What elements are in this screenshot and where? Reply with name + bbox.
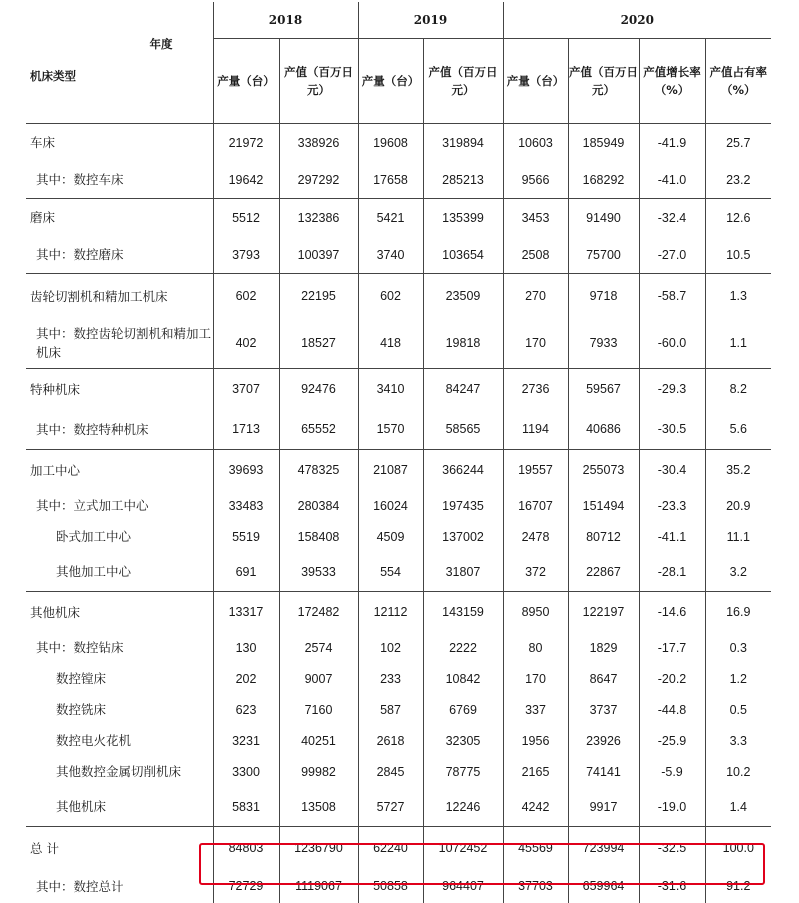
cell-value: 13508	[279, 787, 358, 827]
cell-value: 0.3	[705, 632, 771, 663]
cell-value: 0.5	[705, 694, 771, 725]
corner-year-label: 年度	[150, 36, 173, 52]
cell-value: 2165	[503, 756, 568, 787]
cell-value: 99982	[279, 756, 358, 787]
table-row	[26, 756, 771, 787]
cell-value: 65552	[279, 409, 358, 450]
cell-value: 1.3	[705, 274, 771, 319]
cell-value: 45569	[503, 827, 568, 870]
cell-value: 1.2	[705, 663, 771, 694]
cell-value: -41.9	[639, 124, 705, 162]
cell-value: 297292	[279, 161, 358, 199]
cell-value: 418	[358, 318, 423, 369]
row-label: 数控铣床	[26, 694, 213, 725]
cell-value: 10.5	[705, 236, 771, 274]
cell-value: 31807	[423, 552, 503, 592]
cell-value: 2478	[503, 521, 568, 552]
cell-value: 37703	[503, 869, 568, 903]
row-label: 其中：数控特种机床	[26, 409, 213, 450]
table-body	[26, 124, 771, 903]
table-row	[26, 199, 771, 237]
cell-value: -23.3	[639, 490, 705, 521]
cell-value: 3740	[358, 236, 423, 274]
cell-value: 7933	[568, 318, 639, 369]
cell-value: 158408	[279, 521, 358, 552]
table-row	[26, 124, 771, 162]
row-label: 数控镗床	[26, 663, 213, 694]
cell-value: 40251	[279, 725, 358, 756]
year-2020: 2020	[503, 2, 771, 39]
cell-value: 6769	[423, 694, 503, 725]
cell-value: 5.6	[705, 409, 771, 450]
cell-value: -17.7	[639, 632, 705, 663]
cell-value: 122197	[568, 592, 639, 633]
cell-value: 12.6	[705, 199, 771, 237]
table-row	[26, 592, 771, 633]
row-label: 其中：数控齿轮切割机和精加工机床	[26, 318, 213, 369]
cell-value: 12246	[423, 787, 503, 827]
cell-value: -58.7	[639, 274, 705, 319]
cell-value: 602	[358, 274, 423, 319]
table-row	[26, 663, 771, 694]
cell-value: 554	[358, 552, 423, 592]
cell-value: 33483	[213, 490, 279, 521]
cell-value: 137002	[423, 521, 503, 552]
row-label: 其他机床	[26, 787, 213, 827]
cell-value: 17658	[358, 161, 423, 199]
table-row	[26, 725, 771, 756]
cell-value: 5519	[213, 521, 279, 552]
row-label: 其中：数控磨床	[26, 236, 213, 274]
cell-value: 2508	[503, 236, 568, 274]
cell-value: 3.3	[705, 725, 771, 756]
cell-value: 19818	[423, 318, 503, 369]
cell-value: 7160	[279, 694, 358, 725]
table-row	[26, 318, 771, 369]
cell-value: 8950	[503, 592, 568, 633]
cell-value: 22867	[568, 552, 639, 592]
cell-value: 11.1	[705, 521, 771, 552]
col-qty-2018: 产量（台）	[213, 39, 279, 124]
cell-value: 16707	[503, 490, 568, 521]
table-row	[26, 450, 771, 491]
cell-value: 3231	[213, 725, 279, 756]
cell-value: 170	[503, 318, 568, 369]
col-value-2020: 产值（百万日元）	[568, 39, 639, 124]
cell-value: 319894	[423, 124, 503, 162]
cell-value: 12112	[358, 592, 423, 633]
row-label: 其他加工中心	[26, 552, 213, 592]
cell-value: 1570	[358, 409, 423, 450]
cell-value: 22195	[279, 274, 358, 319]
cell-value: 168292	[568, 161, 639, 199]
cell-value: 9566	[503, 161, 568, 199]
table-row	[26, 787, 771, 827]
cell-value: 3707	[213, 369, 279, 410]
cell-value: 74141	[568, 756, 639, 787]
cell-value: 16024	[358, 490, 423, 521]
cell-value: 2845	[358, 756, 423, 787]
cell-value: 9718	[568, 274, 639, 319]
cell-value: 80	[503, 632, 568, 663]
cell-value: 132386	[279, 199, 358, 237]
row-label: 卧式加工中心	[26, 521, 213, 552]
year-2018: 2018	[213, 2, 358, 39]
cell-value: 5727	[358, 787, 423, 827]
cell-value: 185949	[568, 124, 639, 162]
cell-value: -29.3	[639, 369, 705, 410]
cell-value: -60.0	[639, 318, 705, 369]
cell-value: 92476	[279, 369, 358, 410]
cell-value: 1194	[503, 409, 568, 450]
cell-value: -32.4	[639, 199, 705, 237]
row-label: 加工中心	[26, 450, 213, 491]
cell-value: 285213	[423, 161, 503, 199]
cell-value: 1829	[568, 632, 639, 663]
cell-value: 21972	[213, 124, 279, 162]
cell-value: 270	[503, 274, 568, 319]
col-value-2018: 产值（百万日元）	[279, 39, 358, 124]
cell-value: 1236790	[279, 827, 358, 870]
cell-value: 9007	[279, 663, 358, 694]
cell-value: 50858	[358, 869, 423, 903]
cell-value: 233	[358, 663, 423, 694]
cell-value: 197435	[423, 490, 503, 521]
table-row	[26, 869, 771, 903]
cell-value: 143159	[423, 592, 503, 633]
cell-value: -25.9	[639, 725, 705, 756]
cell-value: 23926	[568, 725, 639, 756]
cell-value: 151494	[568, 490, 639, 521]
cell-value: 3793	[213, 236, 279, 274]
cell-value: -5.9	[639, 756, 705, 787]
col-value-2019: 产值（百万日元）	[423, 39, 503, 124]
table-row	[26, 161, 771, 199]
corner-header	[26, 2, 213, 124]
row-label: 其他数控金属切削机床	[26, 756, 213, 787]
cell-value: 659964	[568, 869, 639, 903]
cell-value: 10842	[423, 663, 503, 694]
cell-value: 84803	[213, 827, 279, 870]
cell-value: 4242	[503, 787, 568, 827]
cell-value: 19642	[213, 161, 279, 199]
row-label: 特种机床	[26, 369, 213, 410]
cell-value: -14.6	[639, 592, 705, 633]
cell-value: -41.0	[639, 161, 705, 199]
cell-value: 402	[213, 318, 279, 369]
cell-value: 337	[503, 694, 568, 725]
row-label: 总 计	[26, 827, 213, 870]
table-row	[26, 827, 771, 870]
cell-value: 602	[213, 274, 279, 319]
machine-tool-table	[26, 2, 771, 903]
table-row	[26, 552, 771, 592]
cell-value: 170	[503, 663, 568, 694]
row-label: 其他机床	[26, 592, 213, 633]
row-label: 其中：数控车床	[26, 161, 213, 199]
cell-value: 62240	[358, 827, 423, 870]
col-share-2020: 产值占有率（%）	[705, 39, 771, 124]
table-row	[26, 236, 771, 274]
cell-value: 25.7	[705, 124, 771, 162]
cell-value: 103654	[423, 236, 503, 274]
cell-value: 5512	[213, 199, 279, 237]
cell-value: 40686	[568, 409, 639, 450]
cell-value: 202	[213, 663, 279, 694]
corner-type-label: 机床类型	[30, 68, 76, 84]
col-qty-2019: 产量（台）	[358, 39, 423, 124]
cell-value: 32305	[423, 725, 503, 756]
cell-value: 3410	[358, 369, 423, 410]
cell-value: -32.5	[639, 827, 705, 870]
cell-value: 23509	[423, 274, 503, 319]
cell-value: 2618	[358, 725, 423, 756]
cell-value: 1072452	[423, 827, 503, 870]
cell-value: 5831	[213, 787, 279, 827]
row-label: 其中：数控总计	[26, 869, 213, 903]
cell-value: 91490	[568, 199, 639, 237]
cell-value: 19608	[358, 124, 423, 162]
cell-value: 13317	[213, 592, 279, 633]
cell-value: 964407	[423, 869, 503, 903]
cell-value: 1713	[213, 409, 279, 450]
cell-value: -27.0	[639, 236, 705, 274]
cell-value: -30.4	[639, 450, 705, 491]
table-row	[26, 369, 771, 410]
year-2019: 2019	[358, 2, 503, 39]
cell-value: 58565	[423, 409, 503, 450]
cell-value: 91.2	[705, 869, 771, 903]
cell-value: 2574	[279, 632, 358, 663]
col-qty-2020: 产量（台）	[503, 39, 568, 124]
cell-value: 10603	[503, 124, 568, 162]
table-row	[26, 409, 771, 450]
cell-value: 623	[213, 694, 279, 725]
cell-value: 23.2	[705, 161, 771, 199]
cell-value: 135399	[423, 199, 503, 237]
cell-value: 1956	[503, 725, 568, 756]
cell-value: -30.5	[639, 409, 705, 450]
row-label: 车床	[26, 124, 213, 162]
row-label: 其中：立式加工中心	[26, 490, 213, 521]
table-row	[26, 490, 771, 521]
cell-value: 20.9	[705, 490, 771, 521]
cell-value: -20.2	[639, 663, 705, 694]
cell-value: 19557	[503, 450, 568, 491]
cell-value: 35.2	[705, 450, 771, 491]
table-row	[26, 694, 771, 725]
cell-value: 3.2	[705, 552, 771, 592]
cell-value: 3737	[568, 694, 639, 725]
cell-value: 8647	[568, 663, 639, 694]
cell-value: 72729	[213, 869, 279, 903]
cell-value: 1.1	[705, 318, 771, 369]
cell-value: 84247	[423, 369, 503, 410]
cell-value: 478325	[279, 450, 358, 491]
cell-value: 172482	[279, 592, 358, 633]
cell-value: 587	[358, 694, 423, 725]
cell-value: 21087	[358, 450, 423, 491]
table-row	[26, 632, 771, 663]
cell-value: 3300	[213, 756, 279, 787]
cell-value: 1.4	[705, 787, 771, 827]
table-row	[26, 274, 771, 319]
cell-value: 130	[213, 632, 279, 663]
col-growth-2020: 产值增长率（%）	[639, 39, 705, 124]
cell-value: 338926	[279, 124, 358, 162]
row-label: 齿轮切割机和精加工机床	[26, 274, 213, 319]
cell-value: 5421	[358, 199, 423, 237]
cell-value: 8.2	[705, 369, 771, 410]
cell-value: 691	[213, 552, 279, 592]
cell-value: 255073	[568, 450, 639, 491]
cell-value: -41.1	[639, 521, 705, 552]
cell-value: 2736	[503, 369, 568, 410]
cell-value: 2222	[423, 632, 503, 663]
cell-value: 366244	[423, 450, 503, 491]
cell-value: 4509	[358, 521, 423, 552]
cell-value: 18527	[279, 318, 358, 369]
cell-value: 372	[503, 552, 568, 592]
cell-value: 100397	[279, 236, 358, 274]
cell-value: 10.2	[705, 756, 771, 787]
cell-value: 1119067	[279, 869, 358, 903]
cell-value: -19.0	[639, 787, 705, 827]
cell-value: 75700	[568, 236, 639, 274]
cell-value: 16.9	[705, 592, 771, 633]
row-label: 其中：数控钻床	[26, 632, 213, 663]
cell-value: 78775	[423, 756, 503, 787]
cell-value: 102	[358, 632, 423, 663]
cell-value: -28.1	[639, 552, 705, 592]
table-row	[26, 521, 771, 552]
cell-value: 9917	[568, 787, 639, 827]
cell-value: 39533	[279, 552, 358, 592]
cell-value: 100.0	[705, 827, 771, 870]
cell-value: 59567	[568, 369, 639, 410]
row-label: 数控电火花机	[26, 725, 213, 756]
cell-value: -44.8	[639, 694, 705, 725]
row-label: 磨床	[26, 199, 213, 237]
cell-value: 280384	[279, 490, 358, 521]
cell-value: 39693	[213, 450, 279, 491]
cell-value: 80712	[568, 521, 639, 552]
cell-value: -31.6	[639, 869, 705, 903]
cell-value: 3453	[503, 199, 568, 237]
cell-value: 723994	[568, 827, 639, 870]
